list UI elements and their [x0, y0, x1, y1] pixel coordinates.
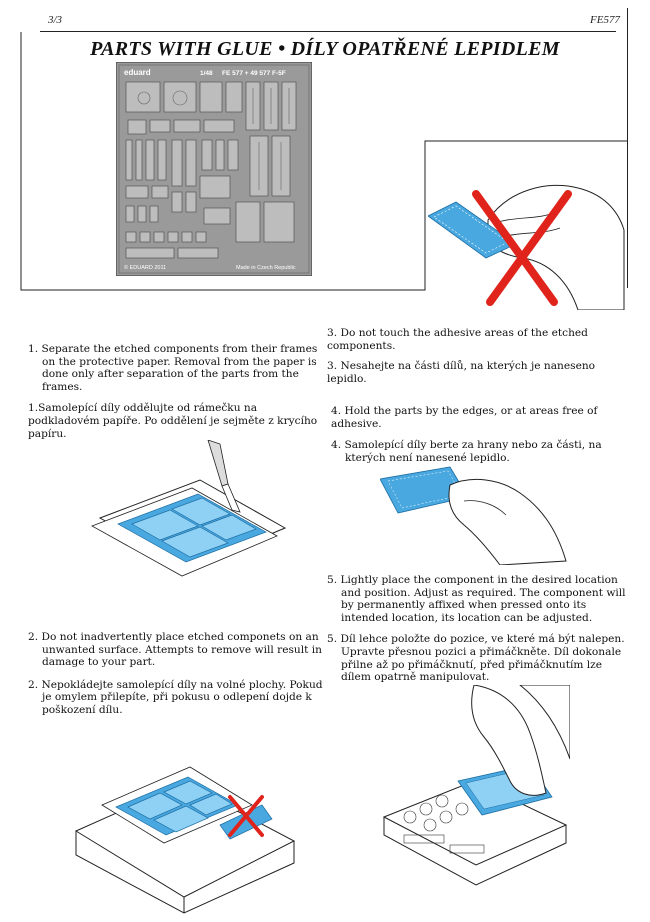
fret-copyright: © EDUARD 2011	[124, 265, 167, 271]
step1-en: 1. Separate the etched components from their frames on the protective paper. Removal from the paper is done only after separation of the parts from the frames.	[28, 343, 318, 393]
step4-en: 4. Hold the parts by the edges, or at areas free of adhesive.	[331, 405, 598, 430]
top-rule	[40, 31, 616, 32]
step2-en: 2. Do not inadvertently place etched componets on an unwanted surface. Attempts to remove will result in damage to your part.	[28, 631, 322, 669]
page-number: 3/3	[48, 14, 63, 26]
step3-cz: 3. Nesahejte na části dílů, na kterých je naneseno lepidlo.	[327, 360, 596, 385]
dont-touch-figure	[428, 150, 626, 310]
step1-cz: 1.Samolepící díly oddělujte od rámečku na podkladovém papíře. Po oddělení je sejměte z krycího papíru.	[28, 402, 318, 440]
place-part-figure	[370, 685, 570, 915]
fret-brand: eduard	[124, 68, 151, 77]
step2-text	[28, 631, 328, 717]
step5-cz: 5. Díl lehce položte do pozice, ve které má být nalepen. Upravte přesnou pozici a přimáčkněte. Díl dokonale přilne až po přimáčknutí, před přimáčknutím lze dílem opatrně manipulovat.	[327, 633, 625, 684]
step3-text	[327, 327, 627, 385]
hand-icon	[449, 479, 566, 565]
hold-edges-figure	[380, 465, 570, 565]
wrong-surface-figure	[72, 735, 297, 915]
step1-text	[28, 343, 328, 440]
step2-cz: 2. Nepokládejte samolepící díly na volné plochy. Pokud je omylem přilepíte, při pokusu o odlepení dojde k poškození dílu.	[28, 678, 323, 716]
step4-cz: 4. Samolepící díly berte za hrany nebo za části, na kterých není nanesené lepidlo.	[331, 439, 602, 464]
step5-en: 5. Lightly place the component in the desired location and position. Adjust as required. The component will by permanently affixed when pressed onto its intended location, its location can be adjusted.	[327, 574, 626, 624]
step4-text	[331, 405, 627, 464]
step3-en: 3. Do not touch the adhesive areas of the etched components.	[327, 327, 588, 352]
fret-origin: Made in Czech Republic	[236, 265, 296, 271]
fret-scale: 1/48	[200, 70, 213, 77]
product-code: FE577	[590, 14, 620, 26]
fret-sheet-figure	[116, 62, 312, 276]
separate-parts-figure	[80, 440, 295, 595]
step5-text	[327, 574, 627, 684]
page-title: PARTS WITH GLUE • DÍLY OPATŘENÉ LEPIDLEM	[90, 38, 560, 60]
fret-code: FE 577 + 49 577 F-5F	[222, 70, 286, 77]
